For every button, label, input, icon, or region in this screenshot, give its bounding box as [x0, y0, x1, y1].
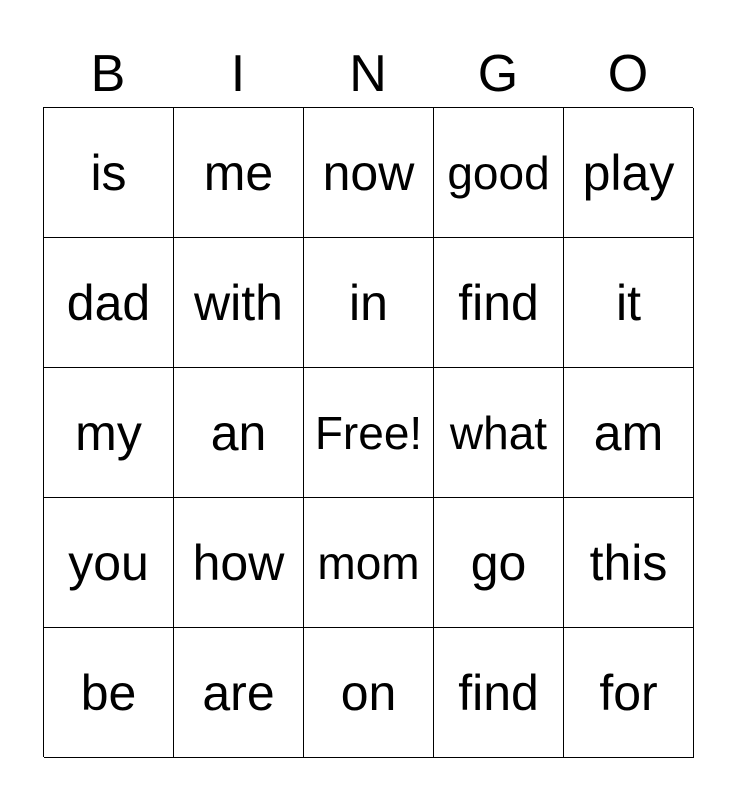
bingo-cell[interactable]: my [44, 368, 174, 498]
bingo-cell[interactable]: be [44, 628, 174, 758]
header-letter-b: B [90, 45, 126, 103]
bingo-board [43, 107, 693, 757]
header-letter-g: G [477, 45, 519, 103]
header-letter-n: N [349, 45, 387, 103]
bingo-cell[interactable]: mom [304, 498, 434, 628]
bingo-header [43, 44, 693, 104]
bingo-cell[interactable]: in [304, 238, 434, 368]
bingo-cell[interactable]: is [44, 108, 174, 238]
bingo-cell[interactable]: what [434, 368, 564, 498]
bingo-cell[interactable]: play [564, 108, 694, 238]
bingo-cell[interactable]: good [434, 108, 564, 238]
bingo-cell[interactable]: find [434, 628, 564, 758]
header-letter-o: O [607, 45, 649, 103]
bingo-cell[interactable]: it [564, 238, 694, 368]
free-space-cell[interactable]: Free! [304, 368, 434, 498]
bingo-cell[interactable]: find [434, 238, 564, 368]
bingo-cell[interactable]: go [434, 498, 564, 628]
bingo-cell[interactable]: with [174, 238, 304, 368]
bingo-cell[interactable]: how [174, 498, 304, 628]
bingo-cell[interactable]: an [174, 368, 304, 498]
bingo-cell[interactable]: dad [44, 238, 174, 368]
bingo-cell[interactable]: this [564, 498, 694, 628]
bingo-cell[interactable]: am [564, 368, 694, 498]
bingo-cell[interactable]: me [174, 108, 304, 238]
bingo-cell[interactable]: you [44, 498, 174, 628]
bingo-cell[interactable]: are [174, 628, 304, 758]
header-letter-i: I [230, 45, 246, 103]
bingo-cell[interactable]: for [564, 628, 694, 758]
bingo-cell[interactable]: on [304, 628, 434, 758]
bingo-cell[interactable]: now [304, 108, 434, 238]
